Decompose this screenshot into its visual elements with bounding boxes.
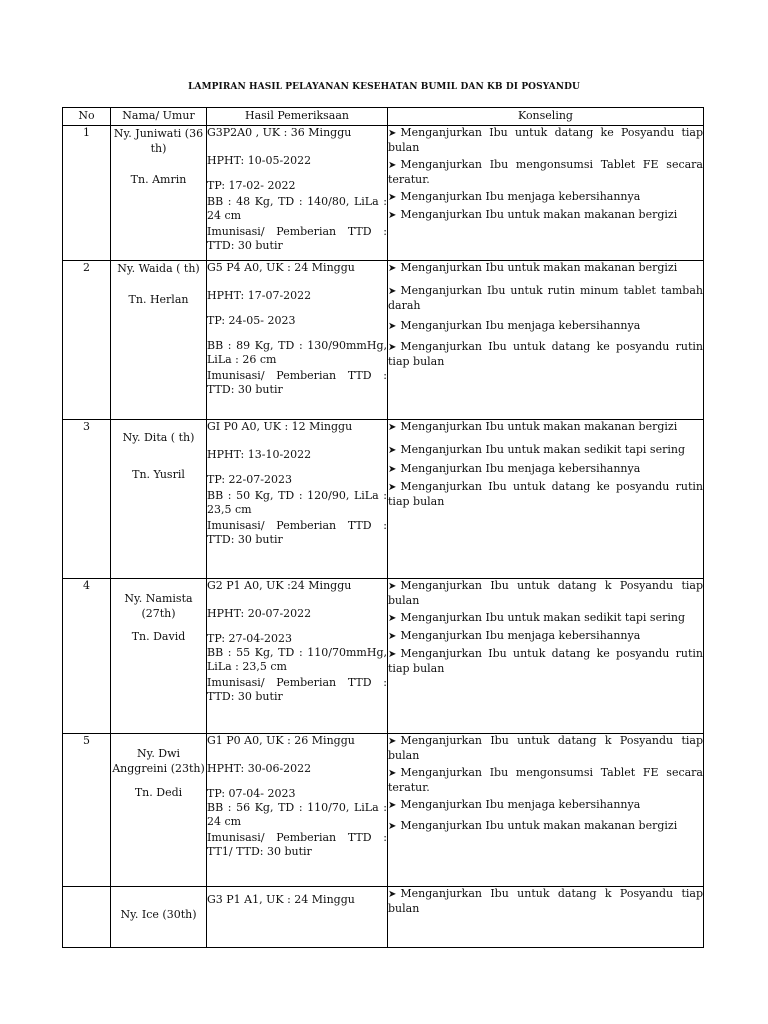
exam-pregnancy: G3P2A0 , UK : 36 Minggu bbox=[207, 126, 352, 139]
table-header-row bbox=[63, 108, 704, 126]
husband-name: Tn. Dedi bbox=[134, 786, 183, 799]
patient-name-cell bbox=[111, 734, 207, 887]
counseling-item: ➤ Menganjurkan Ibu untuk makan sedikit tapi sering bbox=[388, 443, 685, 456]
arrow-bullet-icon: ➤ bbox=[388, 321, 397, 332]
row-number: 5 bbox=[63, 734, 111, 887]
arrow-bullet-icon: ➤ bbox=[388, 464, 397, 475]
exam-tp: TP: 07-04- 2023 bbox=[207, 787, 296, 800]
arrow-bullet-icon: ➤ bbox=[388, 649, 397, 660]
arrow-bullet-icon: ➤ bbox=[388, 768, 397, 779]
arrow-bullet-icon: ➤ bbox=[388, 581, 397, 592]
counseling-item: ➤ Menganjurkan Ibu menjaga kebersihannya bbox=[388, 798, 641, 811]
arrow-bullet-icon: ➤ bbox=[388, 192, 397, 203]
wife-name: Ny. Waida ( th) bbox=[117, 262, 200, 275]
arrow-bullet-icon: ➤ bbox=[388, 613, 397, 624]
counseling-item: ➤ Menganjurkan Ibu menjaga kebersihannya bbox=[388, 190, 641, 203]
patient-name-cell bbox=[111, 126, 207, 261]
arrow-bullet-icon: ➤ bbox=[388, 800, 397, 811]
row-number bbox=[63, 887, 111, 948]
counseling-item: ➤ Menganjurkan Ibu untuk datang k Posyandu tiap bulan bbox=[388, 887, 703, 915]
arrow-bullet-icon: ➤ bbox=[388, 160, 397, 171]
exam-hpht: HPHT: 10-05-2022 bbox=[207, 154, 312, 167]
counseling-item: ➤ Menganjurkan Ibu untuk rutin minum tablet tambah darah bbox=[388, 284, 703, 312]
exam-vitals: BB : 48 Kg, TD : 140/80, LiLa : 24 cm bbox=[207, 195, 387, 222]
counseling-item: ➤ Menganjurkan Ibu untuk makan makanan bergizi bbox=[388, 819, 678, 832]
counseling-cell bbox=[388, 887, 704, 948]
counseling-item: ➤ Menganjurkan Ibu untuk makan makanan bergizi bbox=[388, 208, 678, 221]
counseling-cell bbox=[388, 126, 704, 261]
arrow-bullet-icon: ➤ bbox=[388, 422, 397, 433]
arrow-bullet-icon: ➤ bbox=[388, 128, 397, 139]
exam-pregnancy: G3 P1 A1, UK : 24 Minggu bbox=[207, 893, 355, 906]
exam-vitals: BB : 56 Kg, TD : 110/70, LiLa : 24 cm bbox=[207, 801, 387, 828]
table-row bbox=[63, 126, 704, 261]
arrow-bullet-icon: ➤ bbox=[388, 210, 397, 221]
counseling-item: ➤ Menganjurkan Ibu menjaga kebersihannya bbox=[388, 462, 641, 475]
wife-name: Ny. Juniwati (36 th) bbox=[113, 127, 204, 155]
patient-name-cell bbox=[111, 420, 207, 579]
row-number: 2 bbox=[63, 261, 111, 420]
arrow-bullet-icon: ➤ bbox=[388, 889, 397, 900]
counseling-item: ➤ Menganjurkan Ibu untuk makan sedikit tapi sering bbox=[388, 611, 685, 624]
row-number: 4 bbox=[63, 579, 111, 734]
patient-name-cell bbox=[111, 579, 207, 734]
arrow-bullet-icon: ➤ bbox=[388, 286, 397, 297]
counseling-item: ➤ Menganjurkan Ibu untuk datang k Posyandu tiap bulan bbox=[388, 579, 703, 607]
husband-name: Tn. Yusril bbox=[132, 468, 185, 481]
counseling-item: ➤ Menganjurkan Ibu untuk datang ke Posyandu tiap bulan bbox=[388, 126, 703, 154]
wife-name: Ny. Dita ( th) bbox=[122, 431, 195, 444]
exam-pregnancy: G5 P4 A0, UK : 24 Minggu bbox=[207, 261, 355, 274]
exam-immunization: Imunisasi/ Pemberian TTD : TTD: 30 butir bbox=[207, 369, 387, 396]
header-no: No bbox=[63, 108, 111, 126]
exam-result-cell bbox=[207, 126, 388, 261]
husband-name: Tn. David bbox=[131, 630, 186, 643]
exam-vitals: BB : 50 Kg, TD : 120/90, LiLa : 23,5 cm bbox=[207, 489, 387, 516]
patient-name-cell bbox=[111, 887, 207, 948]
header-hasil: Hasil Pemeriksaan bbox=[207, 108, 388, 126]
husband-name: Tn. Herlan bbox=[128, 293, 189, 306]
service-results-table bbox=[62, 107, 704, 948]
row-number: 3 bbox=[63, 420, 111, 579]
counseling-item: ➤ Menganjurkan Ibu mengonsumsi Tablet FE secara teratur. bbox=[388, 158, 703, 186]
exam-immunization: Imunisasi/ Pemberian TTD : TTD: 30 butir bbox=[207, 519, 387, 546]
counseling-item: ➤ Menganjurkan Ibu untuk makan makanan bergizi bbox=[388, 261, 678, 274]
table-row bbox=[63, 420, 704, 579]
exam-tp: TP: 27-04-2023 bbox=[207, 632, 292, 645]
counseling-item: ➤ Menganjurkan Ibu untuk datang ke posyandu rutin tiap bulan bbox=[388, 647, 703, 675]
arrow-bullet-icon: ➤ bbox=[388, 342, 397, 353]
exam-immunization: Imunisasi/ Pemberian TTD : TT1/ TTD: 30 butir bbox=[207, 831, 387, 858]
exam-tp: TP: 22-07-2023 bbox=[207, 473, 292, 486]
counseling-cell bbox=[388, 261, 704, 420]
exam-vitals: BB : 55 Kg, TD : 110/70mmHg, LiLa : 23,5 cm bbox=[207, 646, 387, 673]
exam-result-cell bbox=[207, 734, 388, 887]
exam-hpht: HPHT: 20-07-2022 bbox=[207, 607, 312, 620]
exam-result-cell bbox=[207, 420, 388, 579]
table-row bbox=[63, 887, 704, 948]
exam-tp: TP: 24-05- 2023 bbox=[207, 314, 296, 327]
husband-name: Tn. Amrin bbox=[130, 173, 187, 186]
exam-result-cell bbox=[207, 579, 388, 734]
arrow-bullet-icon: ➤ bbox=[388, 445, 397, 456]
exam-pregnancy: G2 P1 A0, UK :24 Minggu bbox=[207, 579, 352, 592]
counseling-item: ➤ Menganjurkan Ibu untuk datang k Posyandu tiap bulan bbox=[388, 734, 703, 762]
exam-tp: TP: 17-02- 2022 bbox=[207, 179, 296, 192]
exam-vitals: BB : 89 Kg, TD : 130/90mmHg, LiLa : 26 cm bbox=[207, 339, 387, 366]
exam-immunization: Imunisasi/ Pemberian TTD : TTD: 30 butir bbox=[207, 676, 387, 703]
wife-name: Ny. Ice (30th) bbox=[120, 908, 197, 921]
header-konseling: Konseling bbox=[388, 108, 704, 126]
counseling-item: ➤ Menganjurkan Ibu menjaga kebersihannya bbox=[388, 629, 641, 642]
counseling-item: ➤ Menganjurkan Ibu untuk datang ke posyandu rutin tiap bulan bbox=[388, 480, 703, 508]
exam-hpht: HPHT: 17-07-2022 bbox=[207, 289, 312, 302]
arrow-bullet-icon: ➤ bbox=[388, 631, 397, 642]
table-row bbox=[63, 579, 704, 734]
counseling-item: ➤ Menganjurkan Ibu untuk makan makanan bergizi bbox=[388, 420, 678, 433]
counseling-cell bbox=[388, 420, 704, 579]
arrow-bullet-icon: ➤ bbox=[388, 736, 397, 747]
arrow-bullet-icon: ➤ bbox=[388, 263, 397, 274]
arrow-bullet-icon: ➤ bbox=[388, 482, 397, 493]
row-number: 1 bbox=[63, 126, 111, 261]
exam-result-cell bbox=[207, 261, 388, 420]
counseling-cell bbox=[388, 734, 704, 887]
patient-name-cell bbox=[111, 261, 207, 420]
header-nama: Nama/ Umur bbox=[111, 108, 207, 126]
counseling-item: ➤ Menganjurkan Ibu untuk datang ke posyandu rutin tiap bulan bbox=[388, 340, 703, 368]
page-title: LAMPIRAN HASIL PELAYANAN KESEHATAN BUMIL DAN KB DI POSYANDU bbox=[188, 82, 580, 92]
wife-name: Ny. Dwi Anggreini (23th) bbox=[112, 747, 205, 775]
table-row bbox=[63, 734, 704, 887]
counseling-item: ➤ Menganjurkan Ibu menjaga kebersihannya bbox=[388, 319, 641, 332]
exam-pregnancy: G1 P0 A0, UK : 26 Minggu bbox=[207, 734, 355, 747]
exam-result-cell bbox=[207, 887, 388, 948]
counseling-cell bbox=[388, 579, 704, 734]
exam-pregnancy: GI P0 A0, UK : 12 Minggu bbox=[207, 420, 353, 433]
exam-immunization: Imunisasi/ Pemberian TTD : TTD: 30 butir bbox=[207, 225, 387, 252]
arrow-bullet-icon: ➤ bbox=[388, 821, 397, 832]
counseling-item: ➤ Menganjurkan Ibu mengonsumsi Tablet FE secara teratur. bbox=[388, 766, 703, 794]
wife-name: Ny. Namista (27th) bbox=[124, 592, 193, 620]
exam-hpht: HPHT: 13-10-2022 bbox=[207, 448, 312, 461]
table-row bbox=[63, 261, 704, 420]
exam-hpht: HPHT: 30-06-2022 bbox=[207, 762, 312, 775]
